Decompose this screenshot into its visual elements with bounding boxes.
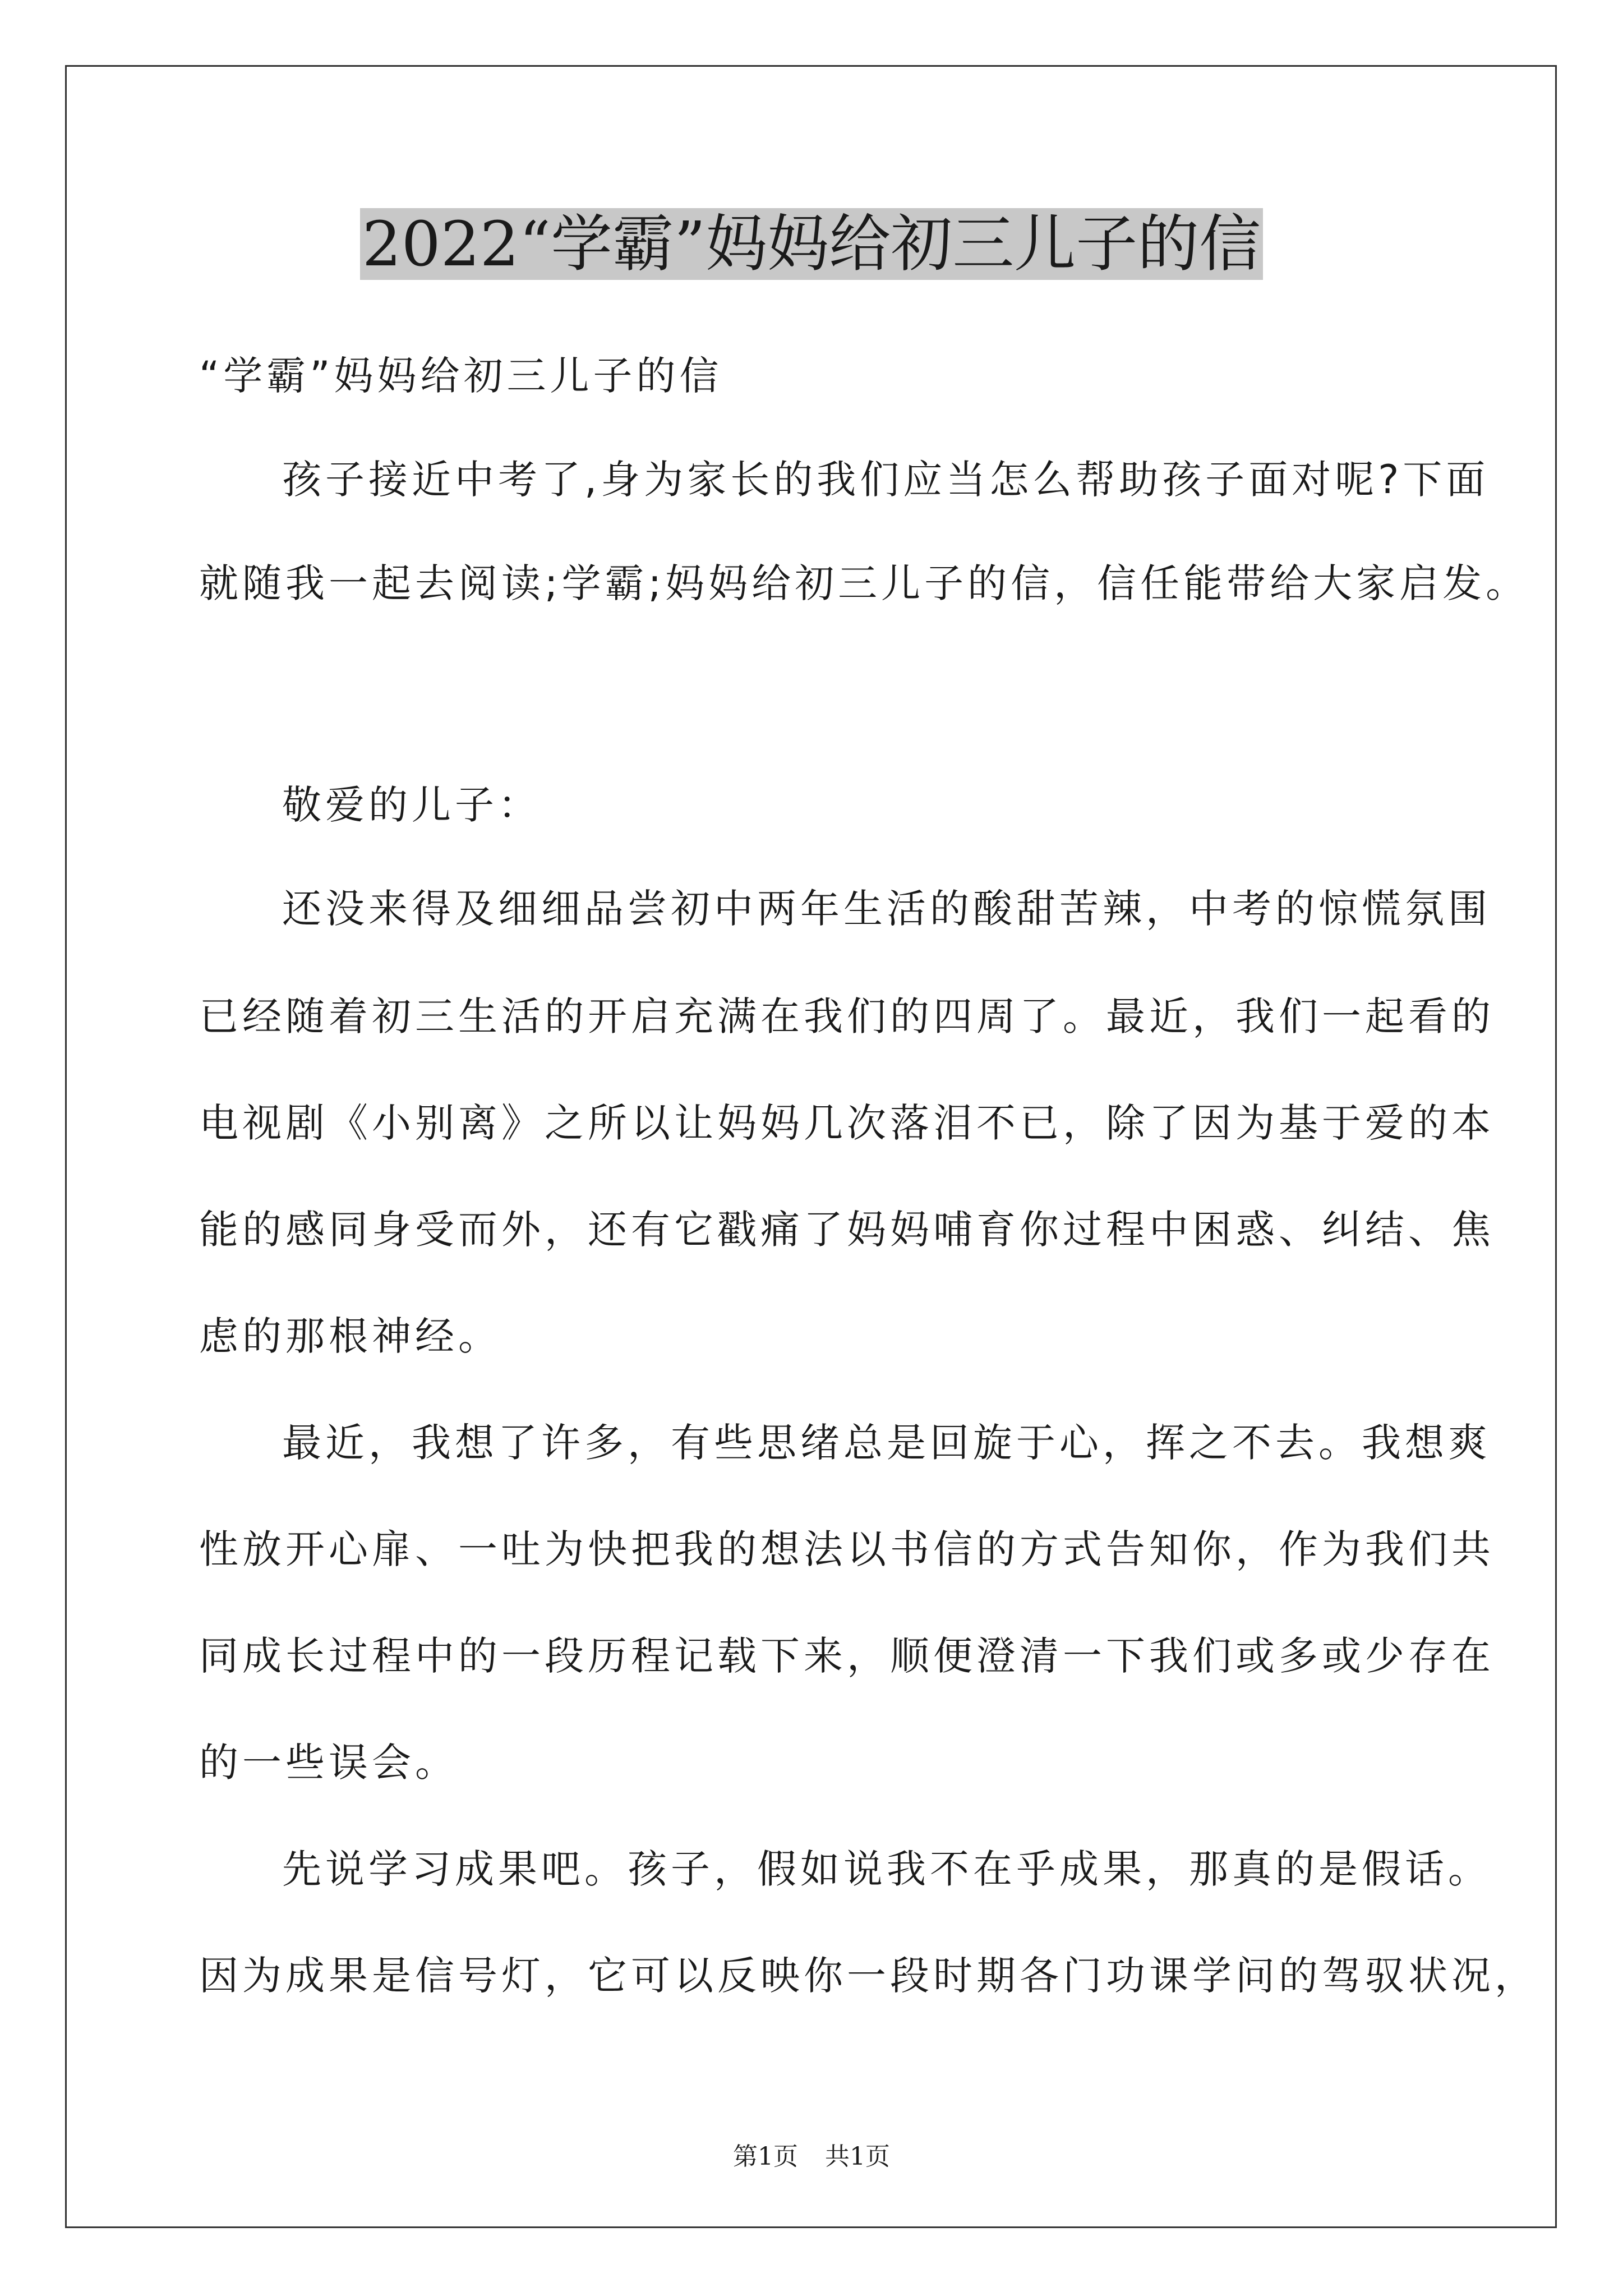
paragraph-line: 已经随着初三生活的开启充满在我们的四周了。最近，我们一起看的 [199,993,1495,1039]
paragraph-line: 还没来得及细细品尝初中两年生活的酸甜苦辣，中考的惊慌氛围 [282,886,1491,932]
paragraph-line: 先说学习成果吧。孩子，假如说我不在乎成果，那真的是假话。 [282,1846,1491,1892]
paragraph-line: 因为成果是信号灯，它可以反映你一段时期各门功课学问的驾驭状况， [199,1953,1538,1999]
page-number-current: 第1页 [733,2142,798,2171]
paragraph-line: 能的感同身受而外，还有它戳痛了妈妈哺育你过程中困惑、纠结、焦 [199,1207,1495,1253]
subtitle-line: “学霸”妈妈给初三儿子的信 [199,353,723,399]
paragraph-line: 就随我一起去阅读;学霸;妈妈给初三儿子的信，信任能带给大家启发。 [199,560,1529,606]
paragraph-line: 性放开心扉、一吐为快把我的想法以书信的方式告知你，作为我们共 [199,1526,1495,1572]
document-title-text: 2022“学霸”妈妈给初三儿子的信 [360,208,1263,280]
paragraph-line: 同成长过程中的一段历程记载下来，顺便澄清一下我们或多或少存在 [199,1633,1495,1679]
paragraph-line: 的一些误会。 [199,1740,458,1786]
document-title [0,202,1623,286]
paragraph-line: 电视剧《小别离》之所以让妈妈几次落泪不已，除了因为基于爱的本 [199,1100,1495,1146]
page-number-total: 共1页 [825,2142,890,2171]
page-footer [0,2140,1623,2174]
paragraph-line: 虑的那根神经。 [199,1313,501,1359]
paragraph-line: 孩子接近中考了,身为家长的我们应当怎么帮助孩子面对呢?下面 [282,457,1490,503]
salutation-line: 敬爱的儿子： [282,782,541,828]
paragraph-line: 最近，我想了许多，有些思绪总是回旋于心，挥之不去。我想爽 [282,1420,1491,1466]
